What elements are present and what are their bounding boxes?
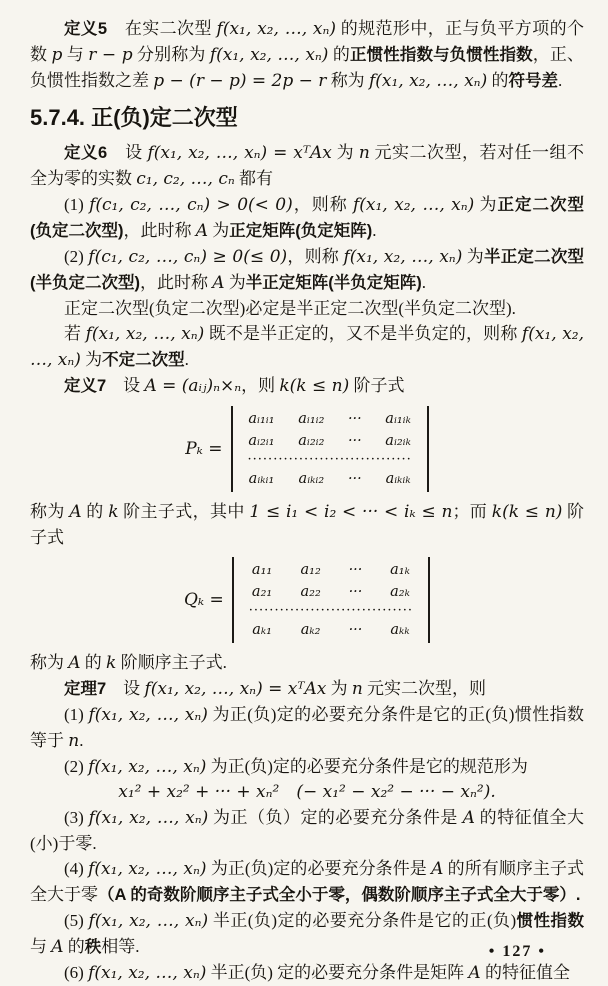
theorem-7-paragraph: 定理7 设 f(x₁, x₂, …, xₙ) = xᵀAx 为 n 元实二次型，则 [64,679,487,699]
matrix-cell: aᵢ₁ᵢₖ [385,411,411,427]
matrix-qk-label: Qₖ = [183,589,224,610]
matrix-row [237,468,423,490]
text-after-pk: 称为 A 的 k 阶主子式，其中 1 ≤ i₁ < i₂ < ··· < iₖ ≤ n；而 k(k ≤ n) 阶子式 [30,502,585,547]
definition-5-paragraph: 定义5 在实二次型 f(x₁, x₂, …, xₙ) 的规范形中，正与负平方项的个数 p 与 r − p 分别称为 f(x₁, x₂, …, xₙ) 的正惯性指数与负惯性指数，正、负惯性指数之差 p − (r − p) = 2p − r 称为 f(x₁, x₂, …, xₙ) 的符号差. [30,19,585,91]
matrix-cell: ··· [347,411,362,427]
matrix-cell: a₂₁ [251,584,273,600]
matrix-cell: aᵢ₂ᵢₖ [385,433,411,449]
condition-1-paragraph: (1) f(c₁, c₂, …, cₙ) > 0(< 0)，则称 f(x₁, x₂, …, xₙ) 为正定二次型(负定二次型)，此时称 A 为正定矩阵(负定矩阵). [30,195,584,241]
page-number: • 127 • [488,943,546,960]
theorem-7-item-1: (1) f(x₁, x₂, …, xₙ) 为正(负)定的必要充分条件是它的正(负)惯性指数等于 n. [30,705,584,751]
matrix-cell: aᵢₖᵢ₂ [298,471,325,487]
matrix-cell: aᵢ₂ᵢ₁ [248,433,275,449]
matrix-cell: aₖ₁ [252,622,272,638]
matrix-cell: ··· [348,622,363,638]
matrix-ellipsis-row: ································ [247,452,412,467]
matrix-row [238,603,424,619]
remark-definite-implies-semidefinite: 正定二次型(负定二次型)必定是半正定二次型(半负定二次型). [64,299,516,318]
section-heading: 5.7.4. 正(负)定二次型 [30,105,238,130]
matrix-cell: aᵢ₁ᵢ₁ [248,411,275,427]
matrix-cell: ··· [348,584,363,600]
matrix-row [237,452,423,468]
matrix-cell: aᵢ₂ᵢ₂ [298,433,325,449]
matrix-cell: a₁ₖ [390,562,410,578]
matrix-cell: aₖₖ [390,622,410,638]
matrix-row [237,430,423,452]
matrix-cell: ··· [347,471,362,487]
principal-minor-determinant-pk [30,406,584,492]
matrix-row [238,559,424,581]
matrix-cell: aᵢₖᵢ₁ [248,471,275,487]
matrix-cell: a₂₂ [300,584,321,600]
theorem-7-item-4: (4) f(x₁, x₂, …, xₙ) 为正(负)定的必要充分条件是 A 的所有顺序主子式全大于零（A 的奇数阶顺序主子式全小于零，偶数阶顺序主子式全大于零）. [30,859,585,904]
matrix-qk [238,559,424,641]
remark-indefinite-form: 若 f(x₁, x₂, …, xₙ) 既不是半正定的，又不是半负定的，则称 f(x₁, x₂, …, xₙ) 为不定二次型. [30,324,585,370]
matrix-cell: a₁₂ [300,562,321,578]
matrix-cell: a₂ₖ [390,584,410,600]
theorem-7-item-3: (3) f(x₁, x₂, …, xₙ) 为正（负）定的必要充分条件是 A 的特征值全大(小)于零. [30,808,585,853]
theorem-7-item-2: (2) f(x₁, x₂, …, xₙ) 为正(负)定的必要充分条件是它的规范形为 [64,757,528,777]
text-after-qk: 称为 A 的 k 阶顺序主子式. [30,653,227,673]
matrix-cell: ··· [348,562,363,578]
matrix-cell: aᵢₖᵢₖ [385,471,411,487]
matrix-pk [237,408,423,490]
matrix-cell: a₁₁ [251,562,273,578]
canonical-form-formula: x₁² + x₂² + ··· + xₙ² (− x₁² − x₂² − ··· − xₙ²). [118,782,496,802]
matrix-row [238,581,424,603]
determinant-bars-pk [231,406,429,492]
matrix-row [238,619,424,641]
theorem-7-item-6: (6) f(x₁, x₂, …, xₙ) 半正(负) 定的必要充分条件是矩阵 A 的特征值全 [64,963,570,983]
leading-principal-minor-determinant-qk [30,557,584,643]
matrix-cell: aᵢ₁ᵢ₂ [298,411,325,427]
matrix-cell: ··· [347,433,362,449]
definition-7-paragraph: 定义7 设 A = (aᵢⱼ)ₙ×ₙ，则 k(k ≤ n) 阶子式 [64,376,405,396]
matrix-cell: aₖ₂ [300,622,321,638]
determinant-bars-qk [232,557,430,643]
theorem-7-item-5: (5) f(x₁, x₂, …, xₙ) 半正(负)定的必要充分条件是它的正(负)惯性指数与 A 的秩相等. [30,911,585,957]
matrix-row [237,408,423,430]
condition-2-paragraph: (2) f(c₁, c₂, …, cₙ) ≥ 0(≤ 0)，则称 f(x₁, x₂, …, xₙ) 为半正定二次型(半负定二次型)，此时称 A 为半正定矩阵(半负定矩阵). [30,247,585,293]
matrix-ellipsis-row: ································ [248,603,414,618]
matrix-pk-label: Pₖ = [185,438,223,459]
definition-6-paragraph: 定义6 设 f(x₁, x₂, …, xₙ) = xᵀAx 为 n 元实二次型，若对任一组不全为零的实数 c₁, c₂, …, cₙ 都有 [30,143,585,189]
